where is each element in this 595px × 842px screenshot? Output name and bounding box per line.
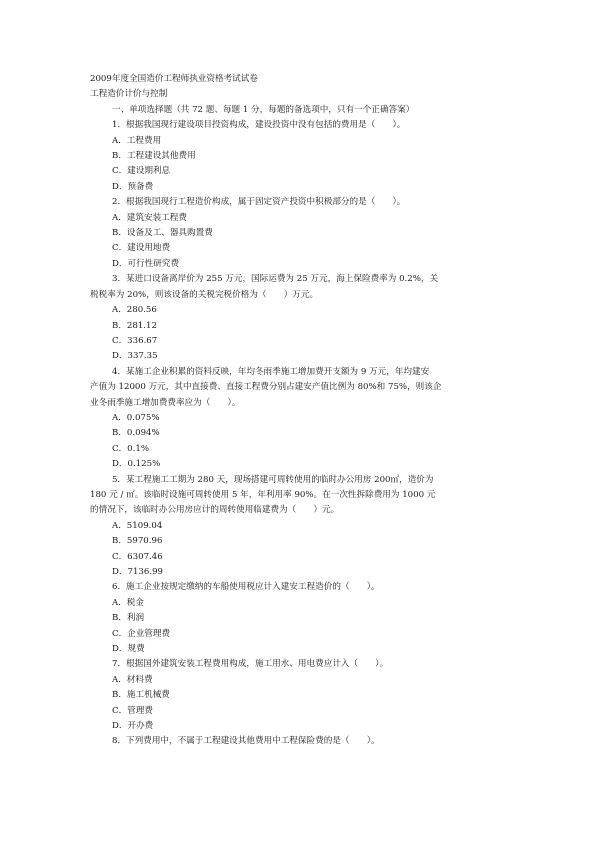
option: C．企业管理费 xyxy=(112,628,171,639)
question xyxy=(90,272,508,364)
option: D．开办费 xyxy=(112,721,154,732)
option: D．可行性研究费 xyxy=(112,258,180,269)
question xyxy=(90,580,508,657)
question xyxy=(90,365,508,473)
option: B．0.094% xyxy=(112,428,160,439)
question-stem-continued: 的情况下，该临时办公用房应计的周转使用临建费为（ ）元。 xyxy=(90,505,340,516)
question-stem: 8．下列费用中，不属于工程建设其他费用中工程保险费的是（ ）。 xyxy=(112,736,380,747)
option: A．材料费 xyxy=(112,674,153,685)
question-stem-continued: 180 元 / ㎡。该临时设施可周转使用 5 年，年利用率 90%。在一次性拆除费用为 1000 元 xyxy=(90,489,436,500)
option: D．7136.99 xyxy=(112,567,164,577)
option: C．管理费 xyxy=(112,705,153,716)
option: B．工程建设其他费用 xyxy=(112,151,196,162)
option: B．施工机械费 xyxy=(112,690,170,701)
section-heading: 一、单项选择题（共 72 题、每题 1 分，每题的备选项中，只有一个正确答案） xyxy=(112,104,415,115)
exam-title: 2009年度全国造价工程师执业资格考试试卷 xyxy=(90,74,258,84)
option: A．5109.04 xyxy=(112,520,163,531)
question-stem: 4．某施工企业积累的资料反映，年均冬雨季施工增加费开支额为 9 万元，年均建安 xyxy=(112,366,430,377)
question-stem: 5．某工程施工工期为 280 天，现场搭建可周转使用的临时办公用房 200㎡，造价为 xyxy=(112,474,434,485)
exam-subject: 工程造价计价与控制 xyxy=(90,89,168,100)
question-stem-continued: 业冬雨季施工增加费费率应为（ ）。 xyxy=(90,397,241,408)
option: D．规费 xyxy=(112,644,145,655)
option: B．利润 xyxy=(112,613,145,624)
question-stem: 3．某进口设备离岸价为 255 万元，国际运费为 25 万元，海上保险费率为 0.2%，关 xyxy=(112,274,439,285)
option: D．0.125% xyxy=(112,459,161,470)
option: D．337.35 xyxy=(112,351,158,362)
option: C．0.1% xyxy=(112,443,150,454)
option: A．工程费用 xyxy=(112,135,162,146)
option: C．6307.46 xyxy=(112,551,163,562)
option: C．建设用地费 xyxy=(112,243,171,254)
question xyxy=(90,195,508,272)
option: C．建设期利息 xyxy=(112,166,171,177)
question-stem-continued: 税税率为 20%，则该设备的关税完税价格为（ ）万元。 xyxy=(90,289,319,300)
option: A．税金 xyxy=(112,597,144,608)
option: A．280.56 xyxy=(112,305,157,316)
question-stem: 7．根据国外建筑安装工程费用构成，施工用水、用电费应计入（ ）。 xyxy=(112,659,389,670)
option: B．5970.96 xyxy=(112,536,163,547)
option: C．336.67 xyxy=(112,335,158,346)
option: A．0.075% xyxy=(112,412,160,423)
question-stem: 1．根据我国现行建设项目投资构成，建设投资中没有包括的费用是（ ）。 xyxy=(112,120,406,131)
question xyxy=(90,657,508,734)
question xyxy=(90,473,508,581)
option: B．设备及工、器具购置费 xyxy=(112,228,213,239)
question xyxy=(90,118,508,195)
option: A．建筑安装工程费 xyxy=(112,212,187,223)
option: D．预备费 xyxy=(112,181,154,192)
question-stem-continued: 产值为 12000 万元，其中直接费、直接工程费分别占建安产值比例为 80%和 75%，则该企 xyxy=(90,382,442,393)
question-stem: 6．施工企业按规定缴纳的车船使用税应计入建安工程造价的（ ）。 xyxy=(112,582,380,593)
exam-text-block xyxy=(90,72,508,750)
question xyxy=(90,734,508,749)
question-stem: 2．根据我国现行工程造价构成，属于固定资产投资中积极部分的是（ ）。 xyxy=(112,197,406,208)
option: B．281.12 xyxy=(112,320,157,331)
